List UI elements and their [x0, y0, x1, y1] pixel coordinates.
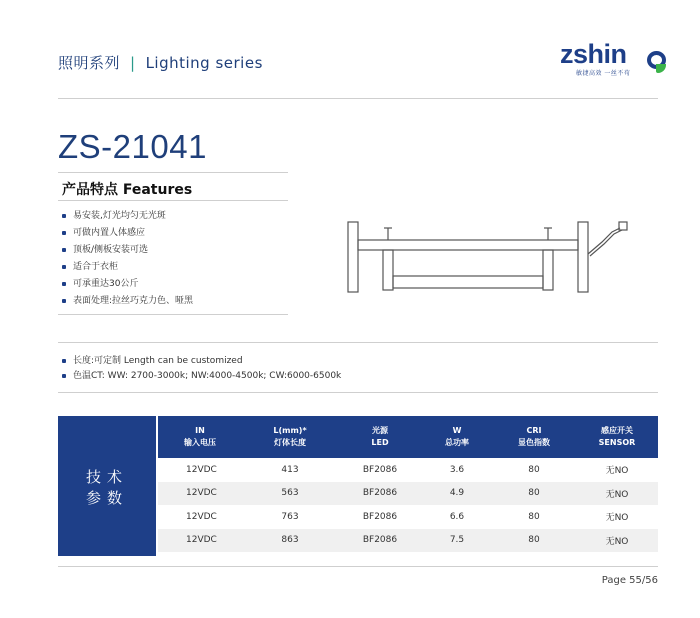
features-bottom-divider — [58, 314, 288, 315]
table-row — [158, 458, 658, 482]
specs-list — [62, 354, 341, 384]
brand-logo — [560, 40, 675, 80]
features-title: 产品特点 Features — [62, 182, 193, 198]
left-endcap — [383, 250, 393, 290]
col-header-cri: CRI 显色指数 — [492, 416, 576, 458]
spec-item: 色温CT: WW: 2700-3000k; NW:4000-4500k; CW:6000-6500k — [62, 369, 341, 384]
cell-cri: 80 — [492, 529, 576, 553]
tech-params-label — [58, 416, 156, 556]
col-header-input: IN 输入电压 — [158, 416, 242, 458]
features-list — [62, 208, 193, 310]
cell-input: 12VDC — [158, 529, 242, 553]
cell-cri: 80 — [492, 482, 576, 506]
cell-source: BF2086 — [362, 511, 398, 522]
feature-item: 顶板/侧板安装可选 — [62, 242, 193, 259]
power-cable — [588, 228, 620, 254]
model-divider — [58, 172, 288, 173]
cable-connector — [619, 222, 627, 230]
col-header-sensor: 感应开关 SENSOR — [576, 416, 658, 458]
cell-length: 863 — [242, 529, 338, 553]
table-header-row — [158, 416, 658, 458]
mounting-rail — [358, 240, 578, 250]
cell-input: 12VDC — [186, 464, 217, 475]
col-header-power: W 总功率 — [422, 416, 492, 458]
series-heading — [58, 52, 263, 73]
features-divider — [58, 200, 288, 201]
right-endcap — [543, 250, 553, 290]
cell-sensor: 无NO — [576, 482, 658, 506]
feature-item: 表面处理:拉丝巧克力色、哑黑 — [62, 293, 193, 310]
product-drawing — [340, 214, 640, 298]
cell-power: 7.5 — [422, 529, 492, 553]
spec-item: 长度:可定制 Length can be customized — [62, 354, 341, 369]
cell-length: 413 — [281, 464, 299, 475]
series-separator: | — [130, 54, 136, 72]
brand-wordmark: zshin — [560, 39, 627, 69]
tech-params-line2: 参数 — [85, 489, 128, 507]
header-divider — [58, 98, 658, 99]
cell-source: BF2086 — [338, 482, 422, 506]
series-en: Lighting series — [145, 54, 263, 72]
left-bracket — [348, 222, 358, 292]
feature-item: 适合于衣柜 — [62, 259, 193, 276]
cell-power: 6.6 — [449, 511, 465, 522]
specs-bottom-divider — [58, 392, 658, 393]
cell-sensor: 无NO — [576, 529, 658, 553]
tech-params-line1: 技术 — [85, 468, 128, 486]
cell-cri: 80 — [528, 464, 540, 475]
cell-source: BF2086 — [338, 529, 422, 553]
table-row — [158, 482, 658, 506]
feature-item: 易安装,灯光均匀无光斑 — [62, 208, 193, 225]
series-cn: 照明系列 — [58, 54, 121, 72]
page-number: Page 55/56 — [601, 575, 658, 586]
cell-power: 4.9 — [422, 482, 492, 506]
cell-input: 12VDC — [186, 511, 217, 522]
cell-cri: 80 — [528, 511, 540, 522]
feature-item: 可承重达30公斤 — [62, 276, 193, 293]
table-row — [158, 529, 658, 553]
cell-source: BF2086 — [362, 464, 398, 475]
model-number: ZS-21041 — [58, 128, 207, 165]
spec-table — [158, 416, 658, 552]
feature-item: 可做内置人体感应 — [62, 225, 193, 242]
cell-power: 3.6 — [449, 464, 465, 475]
cell-sensor: 无NO — [605, 466, 629, 477]
right-bracket — [578, 222, 588, 292]
col-header-length: L(mm)* 灯体长度 — [242, 416, 338, 458]
cell-input: 12VDC — [158, 482, 242, 506]
table-bottom-divider — [58, 566, 658, 567]
cell-sensor: 无NO — [605, 513, 629, 524]
brand-tagline: 敏捷高效 一丝不苟 — [576, 70, 631, 77]
specs-top-divider — [58, 342, 658, 343]
cell-length: 763 — [281, 511, 299, 522]
col-header-source: 光源 LED — [338, 416, 422, 458]
cell-length: 563 — [242, 482, 338, 506]
table-row — [158, 505, 658, 529]
light-bar — [393, 276, 543, 288]
